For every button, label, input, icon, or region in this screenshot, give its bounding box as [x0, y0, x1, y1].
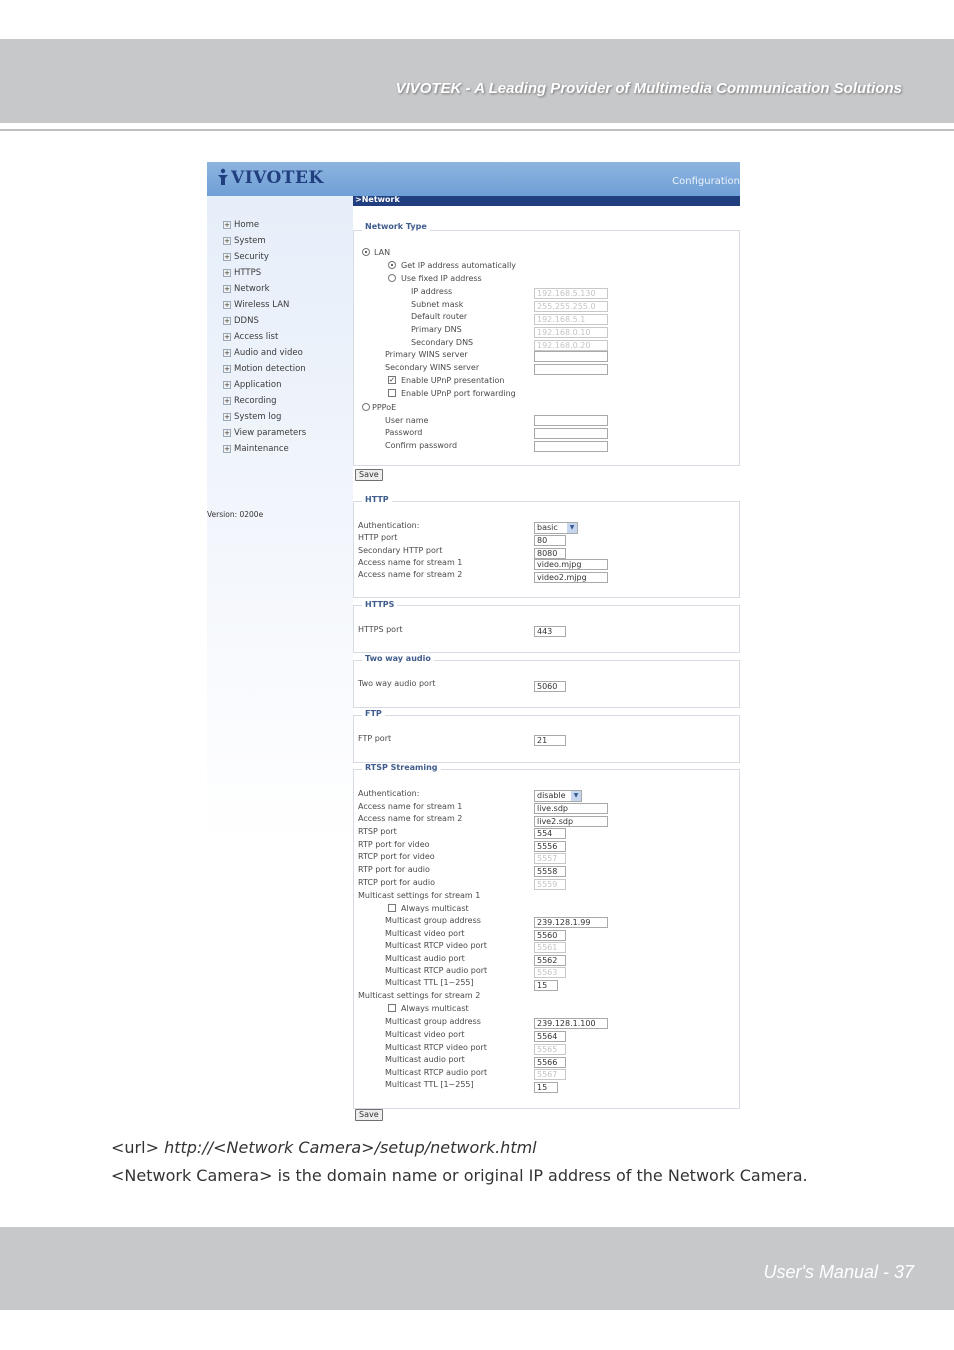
mc1-rtcp-video-port-input[interactable]: 5561: [534, 942, 566, 953]
mc2-rtcp-video-port-label: Multicast RTCP video port: [385, 1043, 487, 1052]
lan-radio[interactable]: [362, 248, 370, 256]
mc2-ttl-label: Multicast TTL [1~255]: [385, 1080, 474, 1089]
rtsp-stream1-input[interactable]: live.sdp: [534, 803, 608, 814]
http-port-input[interactable]: 80: [534, 535, 566, 546]
upnp-forwarding-checkbox[interactable]: [388, 389, 396, 397]
rtsp-port-label: RTSP port: [358, 827, 397, 836]
url-caption: [111, 1138, 537, 1157]
secondary-dns-input[interactable]: 192.168.0.20: [534, 340, 608, 351]
save-button-bottom[interactable]: Save: [355, 1109, 383, 1121]
mc1-rtcp-audio-port-input[interactable]: 5563: [534, 967, 566, 978]
nav-title-bar: [353, 196, 740, 206]
default-router-label: Default router: [411, 312, 468, 321]
version-label: Version: 0200e: [207, 510, 264, 519]
url-prefix: <url>: [111, 1138, 159, 1157]
mc1-group-address-label: Multicast group address: [385, 916, 481, 925]
mc2-group-address-label: Multicast group address: [385, 1017, 481, 1026]
lan-label: LAN: [374, 248, 391, 257]
rtp-audio-port-label: RTP port for audio: [358, 865, 430, 874]
rtp-video-port-input[interactable]: 5556: [534, 841, 566, 852]
mc1-audio-port-label: Multicast audio port: [385, 954, 465, 963]
ftp-port-input[interactable]: 21: [534, 735, 566, 746]
http-stream2-label: Access name for stream 2: [358, 570, 463, 579]
plus-icon: +: [224, 413, 230, 421]
always-multicast-2-label: Always multicast: [401, 1004, 469, 1013]
configuration-label: Configuration: [672, 176, 740, 187]
dropdown-arrow-icon: ▼: [567, 523, 577, 533]
network-config-screenshot: [207, 162, 740, 1122]
secondary-dns-label: Secondary DNS: [411, 338, 474, 347]
plus-icon: +: [224, 317, 230, 325]
rtsp-auth-select[interactable]: disable ▼: [534, 790, 582, 802]
rtsp-stream2-input[interactable]: live2.sdp: [534, 816, 608, 827]
plus-icon: +: [224, 269, 230, 277]
password-label: Password: [385, 428, 423, 437]
mc1-ttl-label: Multicast TTL [1~255]: [385, 978, 474, 987]
subnet-mask-input[interactable]: 255.255.255.0: [534, 301, 608, 312]
mc1-group-address-input[interactable]: 239.128.1.99: [534, 917, 608, 928]
subnet-mask-label: Subnet mask: [411, 300, 464, 309]
http-stream1-input[interactable]: video.mjpg: [534, 559, 608, 570]
use-fixed-ip-label: Use fixed IP address: [401, 274, 482, 283]
rtp-video-port-label: RTP port for video: [358, 840, 430, 849]
http-legend: HTTP: [362, 495, 392, 504]
get-ip-auto-label: Get IP address automatically: [401, 261, 517, 270]
multicast-stream2-title: Multicast settings for stream 2: [358, 991, 481, 1000]
password-input[interactable]: [534, 428, 608, 439]
ip-address-input[interactable]: 192.168.5.130: [534, 288, 608, 299]
http-stream2-input[interactable]: video2.mjpg: [534, 572, 608, 583]
mc1-audio-port-input[interactable]: 5562: [534, 955, 566, 966]
mc2-rtcp-video-port-input[interactable]: 5565: [534, 1044, 566, 1055]
pppoe-label: PPPoE: [372, 403, 397, 412]
plus-icon: +: [224, 365, 230, 373]
sidebar: + Home + System + Security + HTTPS + Network + Wireless LAN + DDNS + Access list + Audio and video + Motion detection + Application + Recording + System log + View parameters + Maintenance Version: 0200e: [207, 196, 353, 1122]
mc2-audio-port-label: Multicast audio port: [385, 1055, 465, 1064]
ftp-legend: FTP: [362, 709, 385, 718]
page-number: User's Manual - 37: [763, 1262, 914, 1282]
http-stream1-label: Access name for stream 1: [358, 558, 463, 567]
mc2-rtcp-audio-port-input[interactable]: 5567: [534, 1069, 566, 1080]
https-port-label: HTTPS port: [358, 625, 403, 634]
get-ip-auto-radio[interactable]: [388, 261, 396, 269]
always-multicast-1-checkbox[interactable]: [388, 904, 396, 912]
rtsp-stream2-label: Access name for stream 2: [358, 814, 463, 823]
nav-title: >Network: [355, 195, 400, 204]
mc2-ttl-input[interactable]: 15: [534, 1082, 558, 1093]
https-port-input[interactable]: 443: [534, 626, 566, 637]
user-name-input[interactable]: [534, 415, 608, 426]
default-router-input[interactable]: 192.168.5.1: [534, 314, 608, 325]
rtsp-port-input[interactable]: 554: [534, 828, 566, 839]
http-auth-select[interactable]: basic ▼: [534, 522, 578, 534]
http-auth-label: Authentication:: [358, 521, 420, 530]
vivotek-logo: [217, 168, 324, 188]
user-name-label: User name: [385, 416, 429, 425]
mc2-rtcp-audio-port-label: Multicast RTCP audio port: [385, 1068, 488, 1077]
ip-address-label: IP address: [411, 287, 453, 296]
use-fixed-ip-radio[interactable]: [388, 274, 396, 282]
plus-icon: +: [224, 237, 230, 245]
primary-dns-label: Primary DNS: [411, 325, 462, 334]
rtsp-stream1-label: Access name for stream 1: [358, 802, 463, 811]
mc1-rtcp-audio-port-label: Multicast RTCP audio port: [385, 966, 488, 975]
rtcp-video-port-label: RTCP port for video: [358, 852, 435, 861]
plus-icon: +: [224, 285, 230, 293]
header-tagline: VIVOTEK - A Leading Provider of Multimedia Communication Solutions: [395, 80, 902, 97]
url-path: http://<Network Camera>/setup/network.html: [164, 1138, 537, 1157]
mc2-video-port-label: Multicast video port: [385, 1030, 465, 1039]
plus-icon: +: [224, 381, 230, 389]
plus-icon: +: [224, 301, 230, 309]
secondary-http-port-input[interactable]: 8080: [534, 548, 566, 559]
mc1-ttl-input[interactable]: 15: [534, 980, 558, 991]
rtsp-auth-label: Authentication:: [358, 789, 420, 798]
mc1-video-port-input[interactable]: 5560: [534, 930, 566, 941]
two-way-audio-port-label: Two way audio port: [358, 679, 436, 688]
secondary-wins-input[interactable]: [534, 364, 608, 375]
logo-figure-icon: [217, 168, 229, 186]
header-rule: [0, 129, 954, 131]
logo-text: VIVOTEK: [231, 168, 324, 188]
plus-icon: +: [224, 429, 230, 437]
mc2-group-address-input[interactable]: 239.128.1.100: [534, 1018, 608, 1029]
plus-icon: +: [224, 445, 230, 453]
always-multicast-1-label: Always multicast: [401, 904, 469, 913]
network-type-legend: Network Type: [362, 222, 430, 231]
rtcp-video-port-input[interactable]: 5557: [534, 853, 566, 864]
mc2-audio-port-input[interactable]: 5566: [534, 1057, 566, 1068]
rtcp-audio-port-input[interactable]: 5559: [534, 879, 566, 890]
plus-icon: +: [224, 333, 230, 341]
confirm-password-input[interactable]: [534, 441, 608, 452]
secondary-http-port-label: Secondary HTTP port: [358, 546, 443, 555]
mc1-rtcp-video-port-label: Multicast RTCP video port: [385, 941, 487, 950]
ftp-port-label: FTP port: [358, 734, 392, 743]
confirm-password-label: Confirm password: [385, 441, 458, 450]
dropdown-arrow-icon: ▼: [571, 791, 581, 801]
primary-wins-input[interactable]: [534, 351, 608, 362]
plus-icon: +: [224, 221, 230, 229]
secondary-wins-label: Secondary WINS server: [385, 363, 480, 372]
two-way-audio-legend: Two way audio: [362, 654, 434, 663]
rtcp-audio-port-label: RTCP port for audio: [358, 878, 435, 887]
https-legend: HTTPS: [362, 600, 397, 609]
rtsp-legend: RTSP Streaming: [362, 763, 441, 772]
upnp-presentation-checkbox[interactable]: ✓: [389, 376, 395, 384]
upnp-presentation-label: Enable UPnP presentation: [401, 376, 505, 385]
plus-icon: +: [224, 397, 230, 405]
plus-icon: +: [224, 253, 230, 261]
http-port-label: HTTP port: [358, 533, 398, 542]
two-way-audio-port-input[interactable]: 5060: [534, 681, 566, 692]
save-button-top[interactable]: Save: [355, 469, 383, 481]
always-multicast-2-checkbox[interactable]: [388, 1004, 396, 1012]
primary-dns-input[interactable]: 192.168.0.10: [534, 327, 608, 338]
plus-icon: +: [224, 349, 230, 357]
upnp-forwarding-label: Enable UPnP port forwarding: [401, 389, 516, 398]
rtp-audio-port-input[interactable]: 5558: [534, 866, 566, 877]
mc1-video-port-label: Multicast video port: [385, 929, 465, 938]
primary-wins-label: Primary WINS server: [385, 350, 468, 359]
top-banner: [207, 162, 740, 196]
url-note: <Network Camera> is the domain name or original IP address of the Network Camera.: [111, 1166, 808, 1185]
mc2-video-port-input[interactable]: 5564: [534, 1031, 566, 1042]
pppoe-radio[interactable]: [362, 403, 370, 411]
multicast-stream1-title: Multicast settings for stream 1: [358, 891, 481, 900]
